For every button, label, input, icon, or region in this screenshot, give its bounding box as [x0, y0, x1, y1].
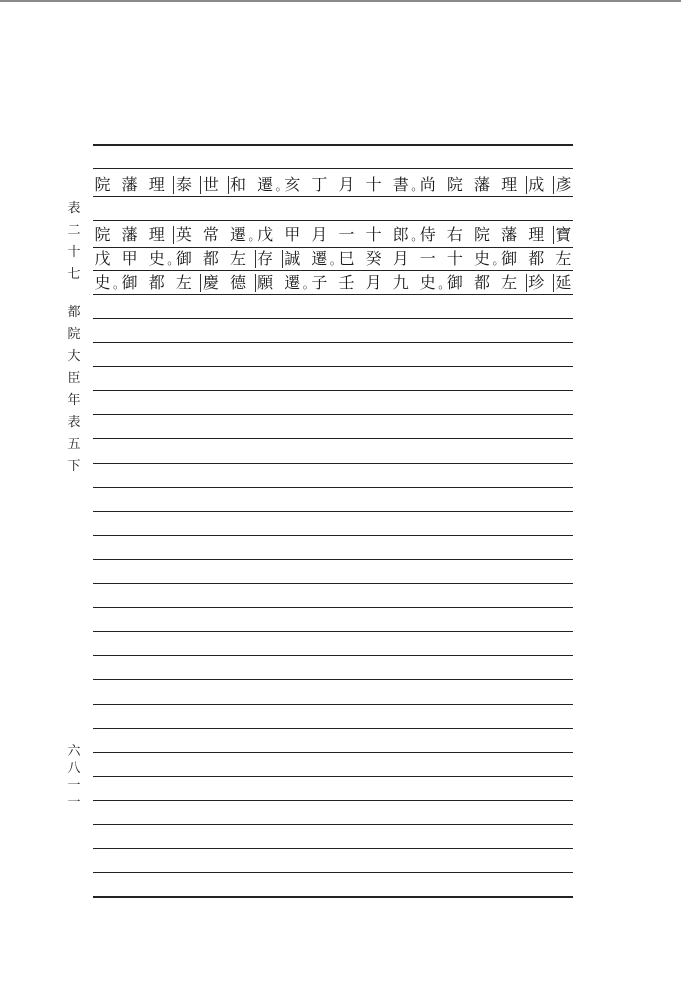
table-cell-char: 巳 [338, 249, 355, 268]
table-rule [93, 342, 573, 343]
table-rule [93, 655, 573, 656]
side-page-char: 八 [67, 761, 81, 776]
table-cell-char: 遷 。 [229, 224, 248, 246]
table-cell-char: 史 。 [473, 248, 492, 270]
table-cell-char: 都 [148, 273, 165, 292]
table-rule [93, 318, 573, 319]
table-cell-char: 理 [528, 225, 545, 244]
side-title-char: 年 [67, 393, 81, 408]
table-cell-char: 一 [419, 249, 436, 268]
table-cell-char: 遷 。 [256, 174, 275, 196]
table-cell-char: 月 [392, 249, 409, 268]
table-cell-char: 延 [555, 273, 572, 292]
table-row [93, 224, 573, 246]
table-rule [93, 414, 573, 415]
table-rule [93, 848, 573, 849]
table-rule [93, 511, 573, 512]
table-cell-char: 常 [202, 225, 219, 244]
table-cell-char: 成 [528, 175, 545, 194]
table-rule [93, 607, 573, 608]
side-title-char: 七 [67, 267, 81, 282]
table-rule [93, 487, 573, 488]
table-cell-char: 壬 [338, 273, 355, 292]
table-cell-char: 左 [555, 249, 572, 268]
table-rule [93, 294, 573, 295]
table-rule [93, 704, 573, 705]
table-cell-char: 一 [338, 225, 355, 244]
table-cell-char: 戊 [257, 225, 274, 244]
table-cell-char: 書 。 [391, 174, 410, 196]
table-cell-char: 左 [501, 273, 518, 292]
side-page-char: 六 [67, 744, 81, 759]
table-cell-char: 月 [365, 273, 382, 292]
table-cell-char: 存 [257, 249, 274, 268]
page-top-border [0, 0, 681, 2]
table-rule [93, 220, 573, 221]
table-rule [93, 144, 573, 146]
table-rule [93, 824, 573, 825]
table-cell-char: 十 [446, 249, 463, 268]
table-cell-char: 史 。 [418, 272, 437, 294]
side-title-char: 表 [67, 201, 81, 216]
side-title-char: 下 [67, 459, 81, 474]
table-rule [93, 728, 573, 729]
table-cell-char: 御 [446, 273, 463, 292]
table-cell-char: 彥 [555, 175, 572, 194]
table-rule [93, 463, 573, 464]
table-cell-char: 藩 [121, 225, 138, 244]
table-rule [93, 776, 573, 777]
table-row [93, 248, 573, 270]
table-cell-char: 左 [230, 249, 247, 268]
table-cell-char: 遷 。 [283, 272, 302, 294]
table-cell-char: 左 [175, 273, 192, 292]
table-cell-char: 藩 [121, 175, 138, 194]
table-cell-char: 泰 [175, 175, 192, 194]
table-row [93, 174, 573, 196]
table-rule [93, 559, 573, 560]
side-title-char: 大 [67, 349, 81, 364]
table-cell-char: 御 [501, 249, 518, 268]
table-cell-char: 寶 [555, 225, 572, 244]
table-rule [93, 366, 573, 367]
table-cell-char: 史 。 [93, 272, 112, 294]
side-title-char: 十 [67, 245, 81, 260]
table-cell-char: 月 [311, 225, 328, 244]
table-cell-char: 慶 [202, 273, 219, 292]
table-cell-char: 月 [338, 175, 355, 194]
table-cell-char: 十 [365, 175, 382, 194]
table-cell-char: 甲 [284, 225, 301, 244]
table-rule [93, 679, 573, 680]
table-cell-char: 遷 。 [310, 248, 329, 270]
table-cell-char: 九 [392, 273, 409, 292]
table-cell-char: 十 [365, 225, 382, 244]
side-title-char: 都 [67, 305, 81, 320]
side-title-char: 臣 [67, 371, 81, 386]
table-cell-char: 德 [230, 273, 247, 292]
side-title-char: 二 [67, 223, 81, 238]
table-cell-char: 郎 。 [391, 224, 410, 246]
table-cell-char: 癸 [365, 249, 382, 268]
side-page-char: 一 [67, 795, 81, 810]
table-rule [93, 896, 573, 898]
table-cell-char: 子 [311, 273, 328, 292]
table-row [93, 272, 573, 294]
side-title-char: 院 [67, 327, 81, 342]
table-cell-char: 世 [202, 175, 219, 194]
table-cell-char: 右 [446, 225, 463, 244]
running-title [66, 202, 82, 482]
table-cell-char: 史 。 [147, 248, 166, 270]
table-cell-char: 戊 [94, 249, 111, 268]
table-cell-char: 甲 [121, 249, 138, 268]
table-cell-char: 藩 [501, 225, 518, 244]
table-cell-char: 理 [148, 225, 165, 244]
table-rule [93, 535, 573, 536]
table-cell-char: 理 [501, 175, 518, 194]
table-cell-char: 院 [474, 225, 491, 244]
table-rule [93, 168, 573, 169]
table-rule [93, 800, 573, 801]
table-cell-char: 和 [230, 175, 247, 194]
table-cell-char: 藩 [474, 175, 491, 194]
table-cell-char: 珍 [528, 273, 545, 292]
table-rule [93, 752, 573, 753]
table-cell-char: 亥 [284, 175, 301, 194]
table-cell-char: 侍 [419, 225, 436, 244]
table-rule [93, 872, 573, 873]
table-cell-char: 都 [528, 249, 545, 268]
table-cell-char: 都 [202, 249, 219, 268]
page-number [66, 745, 82, 813]
table-rule [93, 583, 573, 584]
table-rule [93, 631, 573, 632]
table-cell-char: 院 [446, 175, 463, 194]
side-title-char: 表 [67, 415, 81, 430]
table-rule [93, 196, 573, 197]
table-cell-char: 院 [94, 225, 111, 244]
table-cell-char: 理 [148, 175, 165, 194]
table-cell-char: 都 [474, 273, 491, 292]
table-cell-char: 願 [257, 273, 274, 292]
table-cell-char: 誠 [284, 249, 301, 268]
table-cell-char: 丁 [311, 175, 328, 194]
table-rule [93, 390, 573, 391]
table-cell-char: 御 [121, 273, 138, 292]
table-rule [93, 438, 573, 439]
table-cell-char: 尚 [419, 175, 436, 194]
table-cell-char: 院 [94, 175, 111, 194]
side-page-char: 一 [67, 778, 81, 793]
table-cell-char: 英 [175, 225, 192, 244]
table-cell-char: 御 [175, 249, 192, 268]
side-title-char: 五 [67, 437, 81, 452]
